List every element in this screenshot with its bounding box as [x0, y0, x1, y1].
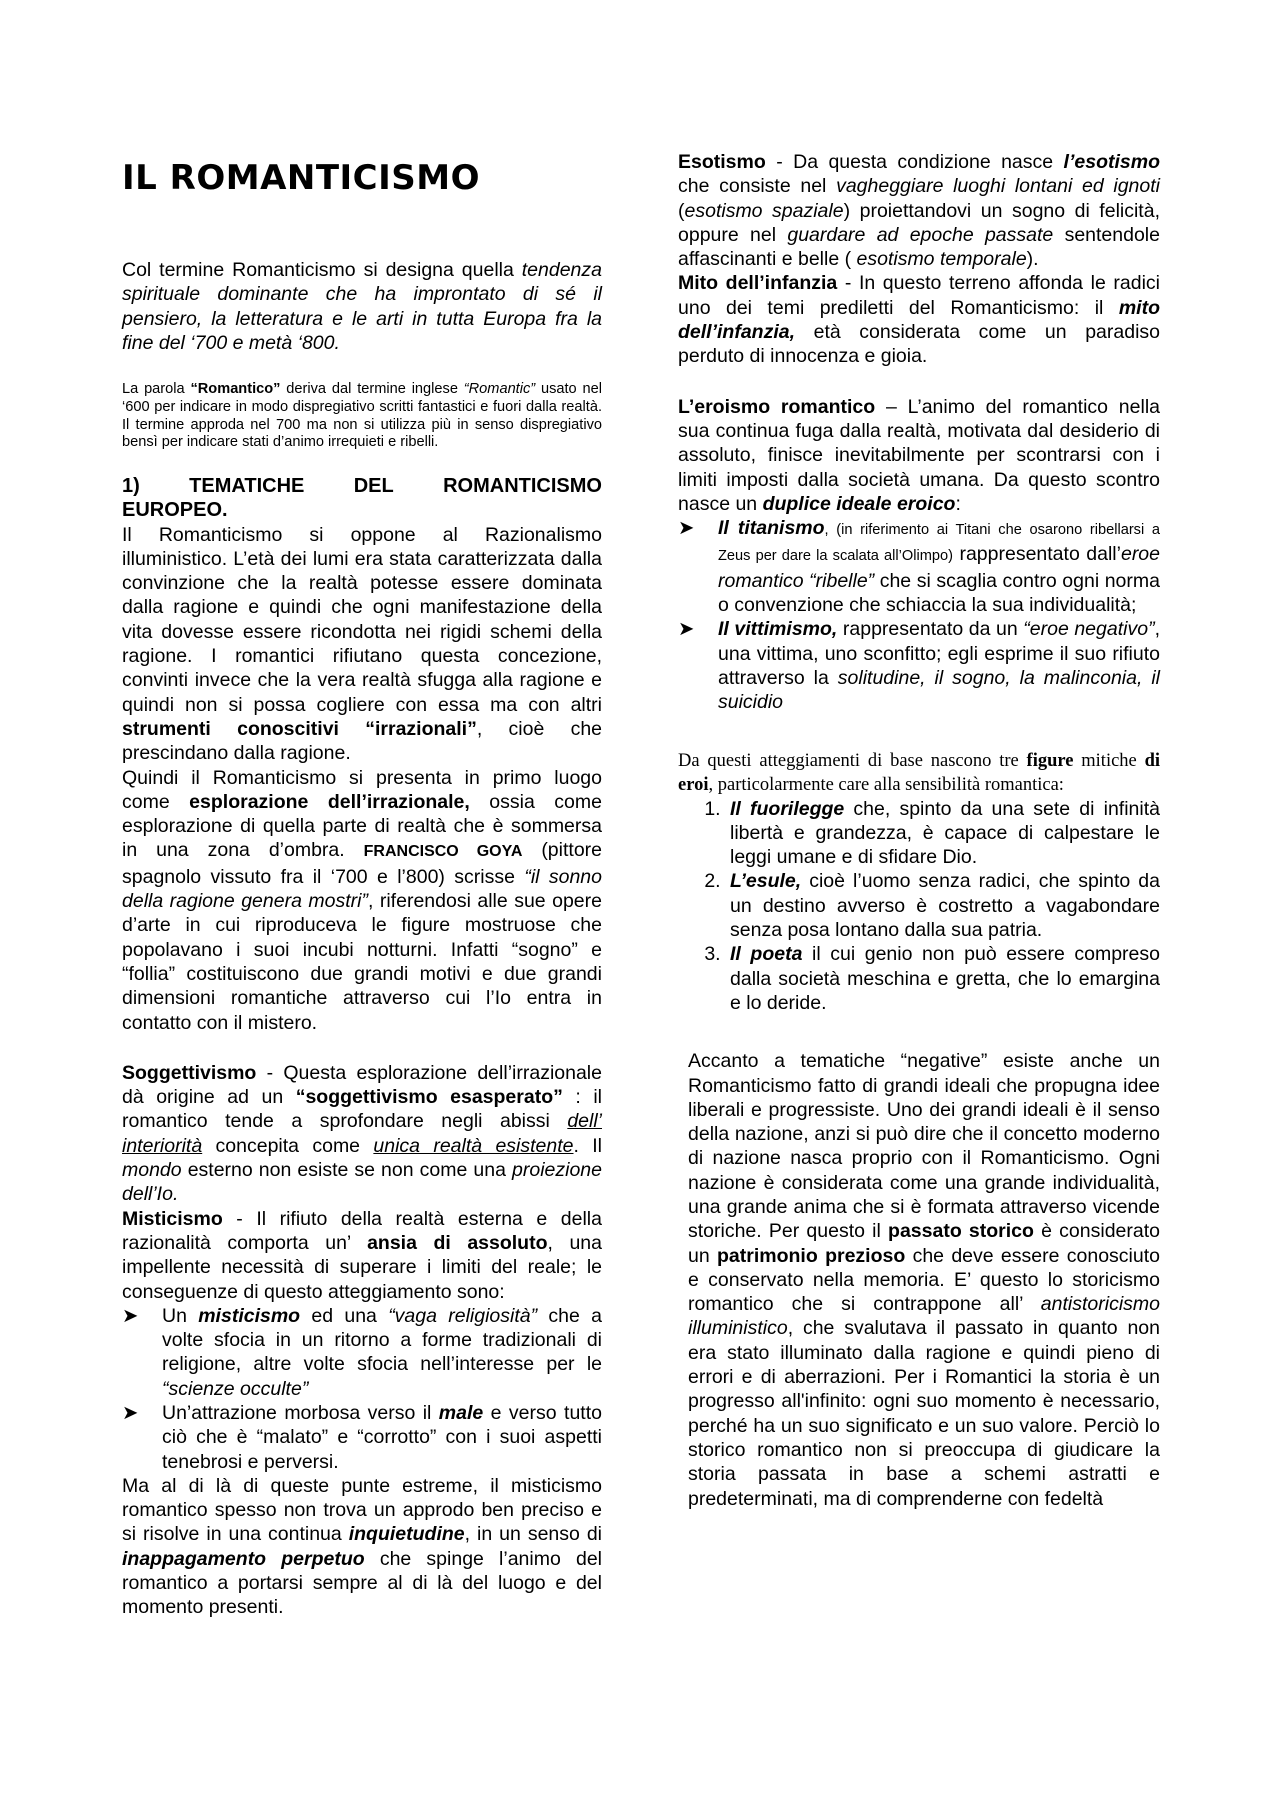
misticismo-paragraph: Misticismo - Il rifiuto della realtà esterna e della razionalità comporta un’ ansia di assoluto, una impellente necessità di superare i limiti del reale; le conseguenze di questo atteggiamento sono: — [122, 1207, 602, 1303]
arrow-bullet-icon: ➤ — [678, 517, 695, 540]
eroismo-paragraph: L’eroismo romantico – L’animo del romantico nella sua continua fuga dalla realtà, motivata dal desiderio di assoluto, finisce inevitabilmente per scontrarsi con i limiti imposti dalla società umana. Da questo scontro nasce un duplice ideale eroico: — [678, 395, 1160, 515]
irrazionale-paragraph: Quindi il Romanticismo si presenta in primo luogo come esplorazione dell’irrazionale, ossia come esplorazione di quella parte di realtà che è sommersa in una zona d’ombra. FRANCISCO GOYA (pittore spagnolo vissuto fra il ‘700 e l’800) scrisse “il sonno della ragione genera mostri”, riferendosi alle sue opere d’arte in cui riproduceva le figure mostruose che popolavano i suoi incubi notturni. Infatti “sogno” e “follia” costituiscono due grandi motivi e due grandi dimensioni romantiche attraverso cui l’Io entra in contatto con il mistero. — [122, 766, 603, 1034]
right-column — [678, 150, 1160, 1511]
section-heading-tematiche: 1) TEMATICHE DEL ROMANTICISMO EUROPEO. — [122, 475, 602, 522]
inquietudine-paragraph: Ma al di là di queste punte estreme, il misticismo romantico spesso non trova un approdo ben preciso e si risolve in una continua inquietudine, in un senso di inappagamento perpetuo che spinge l’animo del romantico a portarsi sempre al di là del luogo e del momento presenti. — [122, 1474, 602, 1619]
list-item: 2. L’esule, cioè l’uomo senza radici, che spinto da un destino avverso è costretto a vagabondare senza posa lontano dalla sua patria. — [726, 869, 1160, 942]
list-item: ➤ Il titanismo, (in riferimento ai Titani che osarono ribellarsi a Zeus per dare la scalata all’Olimpo) rappresentato dall’eroe romantico “ribelle” che si scaglia contro ogni norma o convenzione che schiaccia la sua individualità; — [678, 517, 1160, 617]
list-item: ➤ Un’attrazione morbosa verso il male e verso tutto ciò che è “malato” e “corrotto” con i suoi aspetti tenebrosi e perversi. — [122, 1401, 602, 1473]
arrow-bullet-icon: ➤ — [678, 618, 695, 641]
list-item: 1. Il fuorilegge che, spinto da una sete di infinità libertà e grandezza, è capace di calpestare le leggi umane e di sfidare Dio. — [726, 797, 1160, 870]
left-column — [122, 150, 602, 1620]
figure-paragraph: Da questi atteggiamenti di base nascono tre figure mitiche di eroi, particolarmente care alla sensibilità romantica: — [678, 750, 1161, 795]
eroismo-list — [678, 516, 1160, 714]
accanto-paragraph: Accanto a tematiche “negative” esiste anche un Romanticismo fatto di grandi ideali che propugna idee liberali e progressiste. Uno dei grandi ideali è il senso della nazione, anzi si può dire che il concetto moderno di nazione nasca proprio con il Romanticismo. Ogni nazione è considerata come una grande individualità, una grande anima che si è formata attraverso vicende storiche. Per questo il passato storico è considerato un patrimonio prezioso che deve essere conosciuto e conservato nella memoria. E’ questo lo storicismo romantico che si contrappone all’ antistoricismo illuministico, che svalutava il passato in quanto non era stato illuminato dalla ragione e quindi pieno di errori e di aberrazioni. Per i Romantici la storia è un progresso all'infinito: ogni suo momento è necessario, perché ha un suo significato e un suo valore. Perciò lo storico romantico non si preoccupa di giudicare la storia passata in base a schemi astratti e predeterminati, ma di comprenderne con fedeltà — [688, 1050, 1160, 1510]
list-item: 3. Il poeta il cui genio non può essere compreso dalla società meschina e gretta, che lo emargina e lo deride. — [726, 942, 1160, 1015]
infanzia-paragraph: Mito dell’infanzia - In questo terreno affonda le radici uno dei temi prediletti del Romanticismo: il mito dell’infanzia, età considerata come un paradiso perduto di innocenza e gioia. — [678, 272, 1160, 368]
list-item: ➤ Il vittimismo, rappresentato da un “eroe negativo”, una vittima, uno sconfitto; egli esprime il suo rifiuto attraverso la solitudine, il sogno, la malinconia, il suicidio — [678, 618, 1160, 714]
esotismo-paragraph: Esotismo - Da questa condizione nasce l’esotismo che consiste nel vagheggiare luoghi lontani ed ignoti (esotismo spaziale) proiettandovi un sogno di felicità, oppure nel guardare ad epoche passate sentendole affascinanti e belle ( esotismo temporale). — [678, 151, 1160, 271]
page-title: IL ROMANTICISMO — [122, 158, 481, 198]
arrow-bullet-icon: ➤ — [122, 1401, 139, 1424]
razionalismo-paragraph: Il Romanticismo si oppone al Razionalismo illuministico. L’età dei lumi era stata caratterizzata dalla convinzione che la realtà potesse essere dominata dalla ragione e quindi che ogni manifestazione della vita dovesse essere ricondotta nei rigidi schemi della ragione. I romantici rifiutano questa concezione, convinti invece che la vera realtà sfugga alla ragione e quindi non si possa cogliere con essa ma con altri strumenti conoscitivi “irrazionali”, cioè che prescindano dalla ragione. — [122, 523, 603, 765]
figure-list — [678, 797, 1160, 1016]
intro-definition: tendenza spirituale dominante che ha improntato di sé il pensiero, la letteratura e le arti in tutta Europa fra la fine del ‘700 e metà ‘800. — [122, 259, 602, 354]
intro-paragraph: Col termine Romanticismo si designa quella tendenza spirituale dominante che ha improntato di sé il pensiero, la letteratura e le arti in tutta Europa fra la fine del ‘700 e metà ‘800. — [122, 259, 602, 354]
romantico-paragraph: La parola “Romantico” deriva dal termine inglese “Romantic” usato nel ‘600 per indicare in modo dispregiativo scritti fantastici e fuori dalla realtà. Il termine approda nel 700 ma non si utilizza più in senso dispregiativo bensì per indicare stati d’animo irrequieti e ribelli. — [122, 381, 602, 451]
misticismo-list — [122, 1304, 602, 1474]
list-item: ➤ Un misticismo ed una “vaga religiosità” che a volte sfocia in un ritorno a forme tradizionali di religione, altre volte sfocia nell’interesse per le “scienze occulte” — [122, 1304, 602, 1400]
arrow-bullet-icon: ➤ — [122, 1304, 139, 1327]
soggettivismo-paragraph: Soggettivismo - Questa esplorazione dell’irrazionale dà origine ad un “soggettivismo esasperato” : il romantico tende a sprofondare negli abissi dell’ interiorità concepita come unica realtà esistente. Il mondo esterno non esiste se non come una proiezione dell’Io. — [122, 1061, 603, 1206]
